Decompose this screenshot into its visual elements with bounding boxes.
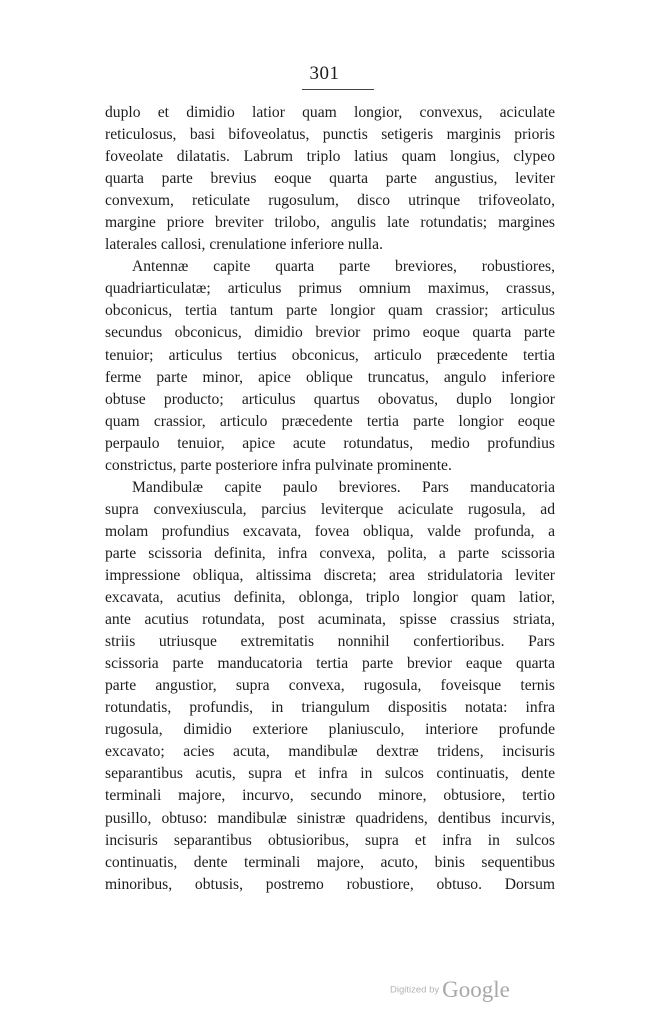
text-line: obtuse producto; articulus quartus obovatus, duplo longior <box>105 390 555 408</box>
text-line: secundus obconicus, dimidio brevior primo eoque quarta parte <box>105 324 555 342</box>
text-line: quadriarticulatæ; articulus primus omnium maximus, crassus, <box>105 280 555 298</box>
text-line: margine priore breviter trilobo, angulis late rotundatis; margines <box>105 214 555 232</box>
text-line: scissoria parte manducatoria tertia parte brevior eaque quarta <box>105 655 555 673</box>
text-line: terminali majore, incurvo, secundo minore, obtusiore, tertio <box>105 787 555 805</box>
text-line: supra convexiuscula, parcius leviterque aciculate rugosula, ad <box>105 500 555 518</box>
text-line: constrictus, parte posteriore infra pulvinate prominente. <box>105 456 452 474</box>
text-line: foveolate dilatatis. Labrum triplo latius quam longius, clypeo <box>105 148 555 166</box>
text-line: convexum, reticulate rugosulum, disco utrinque trifoveolato, <box>105 192 555 210</box>
text-line: separantibus acutis, supra et infra in sulcos continuatis, dente <box>105 765 555 783</box>
body-text <box>105 102 555 896</box>
paragraph-start-line: Antennæ capite quarta parte breviores, robustiores, <box>132 258 555 276</box>
text-line: parte scissoria definita, infra convexa, polita, a parte scissoria <box>105 544 555 562</box>
text-line: reticulosus, basi bifoveolatus, punctis setigeris marginis prioris <box>105 126 555 144</box>
text-line: obconicus, tertia tantum parte longior quam crassior; articulus <box>105 302 555 320</box>
text-line: striis utriusque extremitatis nonnihil confertioribus. Pars <box>105 633 555 651</box>
text-line: perpaulo tenuior, apice acute rotundatus, medio profundius <box>105 434 555 452</box>
text-line: excavato; acies acuta, mandibulæ dextræ tridens, incisuris <box>105 743 555 761</box>
text-line: quam crassior, articulo præcedente tertia parte longior eoque <box>105 412 555 430</box>
page-number-rule <box>302 89 374 90</box>
paragraph-start-line: Mandibulæ capite paulo breviores. Pars manducatoria <box>132 478 555 496</box>
text-line: minoribus, obtusis, postremo robustiore, obtuso. Dorsum <box>105 875 555 893</box>
text-line: incisuris separantibus obtusioribus, supra et infra in sulcos <box>105 831 555 849</box>
google-logo: Google <box>442 977 510 1002</box>
text-line: quarta parte brevius eoque quarta parte angustius, leviter <box>105 170 555 188</box>
text-line: impressione obliqua, altissima discreta; area stridulatoria leviter <box>105 566 555 584</box>
text-line: parte angustior, supra convexa, rugosula, foveisque ternis <box>105 677 555 695</box>
text-line: laterales callosi, crenulatione inferiore nulla. <box>105 236 383 254</box>
text-line: continuatis, dente terminali majore, acuto, binis sequentibus <box>105 853 555 871</box>
text-line: ferme parte minor, apice oblique truncatus, angulo inferiore <box>105 368 555 386</box>
text-line: pusillo, obtuso: mandibulæ sinistræ quadridens, dentibus incurvis, <box>105 809 555 827</box>
text-line: molam profundius excavata, fovea obliqua, valde profunda, a <box>105 522 555 540</box>
text-line: duplo et dimidio latior quam longior, convexus, aciculate <box>105 104 555 121</box>
text-line: rotundatis, profundis, in triangulum dispositis notata: infra <box>105 699 555 717</box>
page-number: 301 <box>309 63 340 84</box>
text-line: ante acutius rotundata, post acuminata, spisse crassius striata, <box>105 611 555 629</box>
text-line: rugosula, dimidio exteriore planiusculo, interiore profunde <box>105 721 555 739</box>
digitized-by-label: Digitized by <box>390 984 440 996</box>
digitized-watermark <box>390 977 510 1003</box>
text-line: excavata, acutius definita, oblonga, triplo longior quam latior, <box>105 589 555 607</box>
text-line: tenuior; articulus tertius obconicus, articulo præcedente tertia <box>105 346 555 364</box>
